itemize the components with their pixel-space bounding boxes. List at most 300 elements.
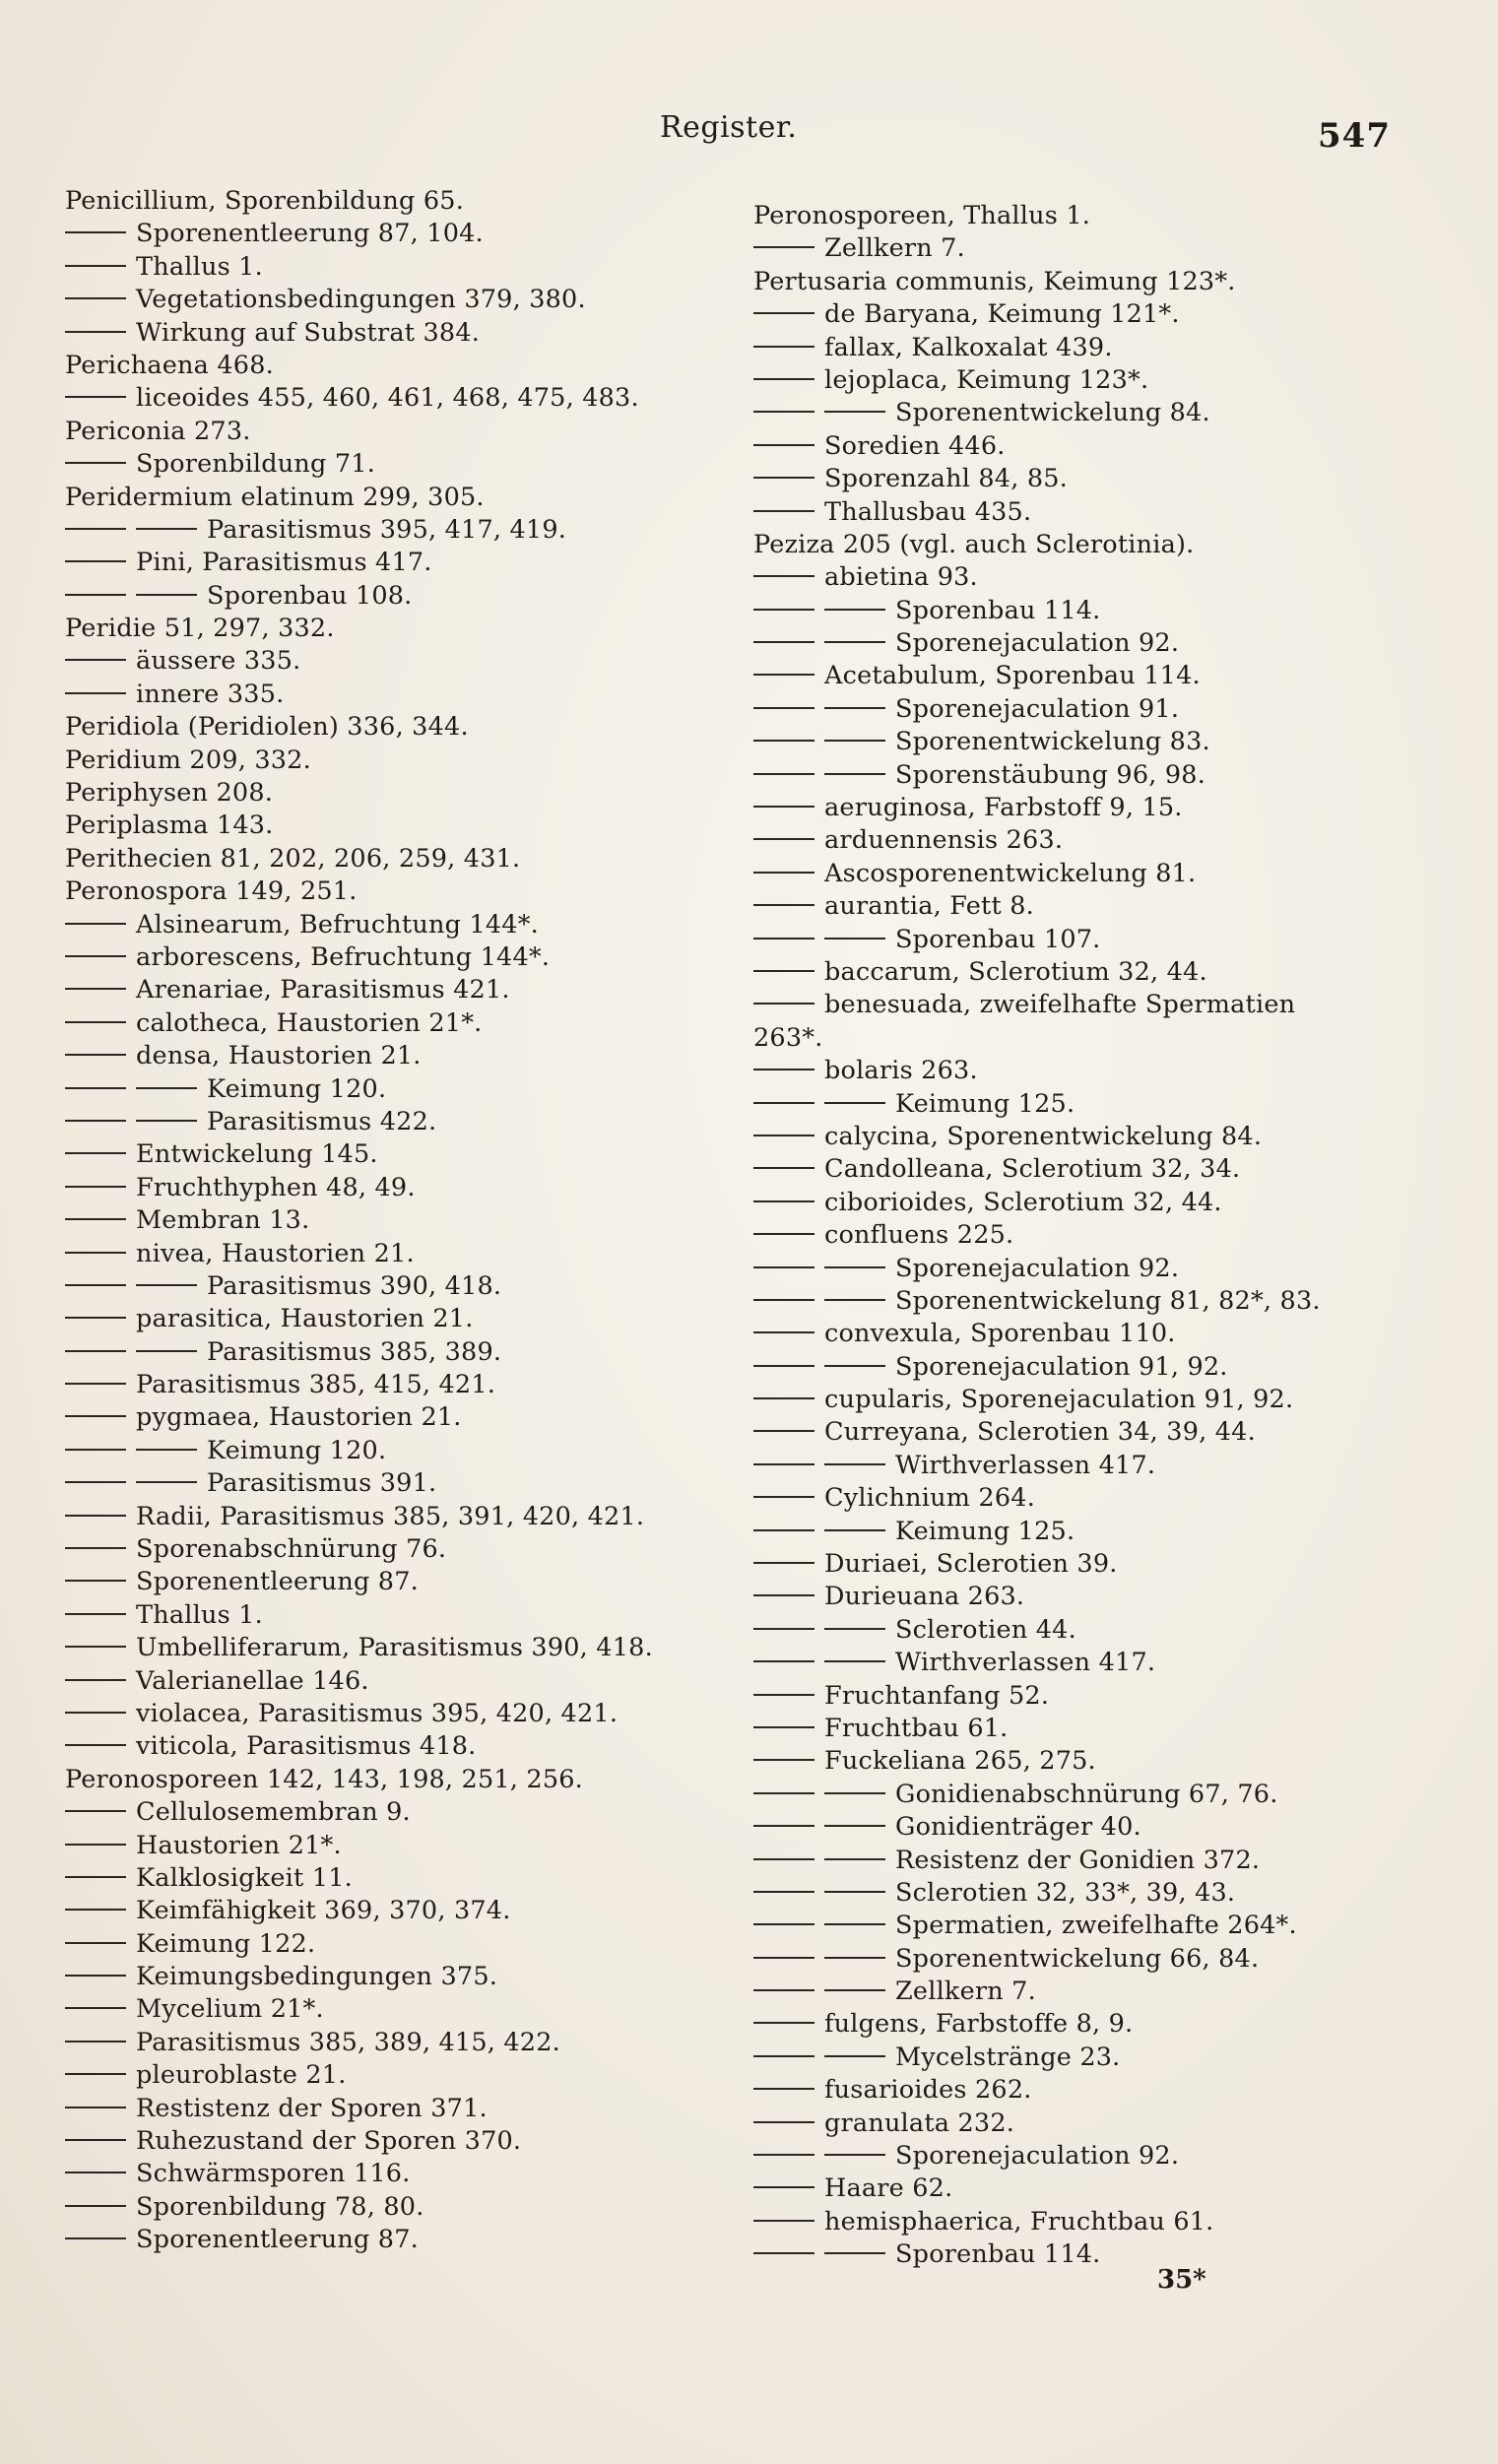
index-entry (65, 1599, 754, 1632)
index-entry (65, 448, 754, 481)
index-entry (65, 2158, 754, 2190)
index-entry-text: calycina, Sporenentwickelung 84. (824, 1121, 1263, 1151)
ditto-dash (753, 1694, 814, 1696)
ditto-dash (65, 1810, 126, 1812)
index-entry-text: Kalklosigkeit 11. (136, 1862, 353, 1893)
index-entry (753, 1581, 1472, 1613)
index-entry (65, 1007, 754, 1040)
index-entry-text: Fuckeliana 265, 275. (824, 1746, 1096, 1777)
ditto-dash (824, 2154, 885, 2156)
index-entry-text: Pini, Parasitismus 417. (136, 548, 432, 578)
index-entry-text: Peridermium elatinum 299, 305. (65, 482, 485, 512)
index-entry-text: Parasitismus 395, 417, 419. (207, 514, 567, 545)
ditto-dash (753, 2088, 814, 2090)
index-entry-text: Sporenbau 114. (895, 2239, 1101, 2270)
ditto-dash (65, 2205, 126, 2207)
ditto-dash (824, 707, 885, 709)
index-entry (753, 759, 1472, 792)
index-entry-text: baccarum, Sclerotium 32, 44. (824, 956, 1207, 987)
index-entry (753, 1088, 1472, 1121)
index-entry-text: Sporenabschnürung 76. (136, 1534, 447, 1565)
index-entry-text: Mycelium 21*. (136, 1994, 324, 2025)
ditto-dash (65, 1744, 126, 1746)
ditto-dash (753, 707, 814, 709)
index-entry (753, 1548, 1472, 1581)
index-entry (753, 595, 1472, 627)
index-entry-text: abietina 93. (824, 562, 978, 593)
index-entry-text: Parasitismus 385, 389. (207, 1336, 502, 1367)
index-entry (65, 1204, 754, 1237)
ditto-dash (65, 1481, 126, 1483)
ditto-dash (753, 2055, 814, 2057)
index-entry (65, 974, 754, 1006)
ditto-dash (65, 1547, 126, 1549)
ditto-dash (136, 1120, 197, 1122)
index-entry (753, 1614, 1472, 1647)
ditto-dash (753, 246, 814, 248)
ditto-dash (753, 641, 814, 643)
ditto-dash (65, 1449, 126, 1451)
index-entry-text: Sporenejaculation 92. (895, 1253, 1180, 1283)
index-entry-text: cupularis, Sporenejaculation 91, 92. (824, 1385, 1294, 1415)
index-entry-text: Keimung 125. (895, 1516, 1075, 1546)
ditto-dash (136, 1087, 197, 1089)
index-entry-text: ciborioides, Sclerotium 32, 44. (824, 1187, 1222, 1217)
index-entry-text: Sporenbau 107. (895, 924, 1101, 954)
ditto-dash (753, 1266, 814, 1268)
index-entry-text: aeruginosa, Farbstoff 9, 15. (824, 793, 1183, 823)
index-entry (753, 364, 1472, 397)
ditto-dash (753, 2186, 814, 2188)
index-entry-text: Curreyana, Sclerotien 34, 39, 44. (824, 1417, 1256, 1448)
index-entry (753, 1285, 1472, 1318)
ditto-dash (753, 1858, 814, 1860)
ditto-dash (65, 297, 126, 299)
index-entry (753, 924, 1472, 956)
index-entry-text: Sclerotien 32, 33*, 39, 43. (895, 1877, 1236, 1908)
index-entry (753, 1384, 1472, 1416)
ditto-dash (753, 1102, 814, 1104)
index-entry (753, 266, 1472, 298)
ditto-dash (65, 528, 126, 530)
index-entry-text: Periconia 273. (65, 416, 251, 446)
ditto-dash (753, 773, 814, 775)
ditto-dash (136, 1350, 197, 1352)
ditto-dash (65, 923, 126, 925)
ditto-dash (753, 1299, 814, 1301)
index-entry (753, 2140, 1472, 2172)
ditto-dash (753, 477, 814, 479)
index-entry-text: Haare 62. (824, 2173, 953, 2204)
ditto-dash (753, 1233, 814, 1235)
index-entry (65, 1501, 754, 1533)
ditto-dash (824, 938, 885, 940)
index-entry-text: Restistenz der Sporen 371. (136, 2093, 488, 2123)
index-entry-text: Gonidienabschnürung 67, 76. (895, 1779, 1278, 1809)
ditto-dash (824, 609, 885, 611)
index-entry-text: Duriaei, Sclerotien 39. (824, 1549, 1118, 1580)
index-entry (65, 711, 754, 744)
ditto-dash (753, 1200, 814, 1202)
index-entry-text: de Baryana, Keimung 121*. (824, 299, 1180, 330)
index-entry (65, 1665, 754, 1698)
ditto-dash (824, 1660, 885, 1662)
index-entry (753, 627, 1472, 660)
index-entry (753, 1022, 1472, 1055)
index-entry-text: Peridiola (Peridiolen) 336, 344. (65, 712, 469, 743)
ditto-dash (65, 1120, 126, 1122)
index-entry (753, 1745, 1472, 1778)
index-entry-text: Parasitismus 390, 418. (207, 1270, 502, 1301)
index-column-right (753, 200, 1472, 2272)
index-entry-text: Sclerotien 44. (895, 1614, 1076, 1645)
index-entry-text: Sporenentwickelung 81, 82*, 83. (895, 1285, 1321, 1316)
index-entry (65, 1961, 754, 1993)
ditto-dash (753, 1562, 814, 1564)
index-entry (65, 1764, 754, 1796)
index-entry-text: Arenariae, Parasitismus 421. (136, 975, 510, 1005)
index-entry-text: Schwärmsporen 116. (136, 2159, 411, 2189)
ditto-dash (824, 1102, 885, 1104)
ditto-dash (753, 806, 814, 808)
index-entry (753, 1516, 1472, 1548)
index-entry (753, 1187, 1472, 1219)
index-entry-text: Sporenentleerung 87. (136, 2225, 419, 2255)
ditto-dash (753, 1759, 814, 1761)
ditto-dash (65, 1515, 126, 1517)
ditto-dash (753, 1989, 814, 1991)
index-entry-text: densa, Haustorien 21. (136, 1041, 422, 1071)
index-entry-text: Keimung 120. (207, 1073, 387, 1104)
index-entry (753, 1351, 1472, 1384)
ditto-dash (753, 674, 814, 676)
ditto-dash (65, 396, 126, 398)
ditto-dash (753, 1496, 814, 1498)
index-entry (65, 2191, 754, 2224)
index-entry (753, 792, 1472, 824)
index-entry (65, 482, 754, 514)
index-entry-text: Soredien 446. (824, 430, 1006, 461)
index-entry-text: Parasitismus 385, 415, 421. (136, 1370, 496, 1400)
index-entry (753, 2238, 1472, 2271)
ditto-dash (824, 1529, 885, 1531)
index-entry-text: convexula, Sporenbau 110. (824, 1319, 1176, 1349)
index-entry-text: Keimungsbedingungen 375. (136, 1962, 498, 1992)
index-entry (753, 1450, 1472, 1482)
ditto-dash (824, 1365, 885, 1367)
index-entry-text: Entwickelung 145. (136, 1139, 378, 1170)
index-entry-text: parasitica, Haustorien 21. (136, 1304, 474, 1334)
index-entry-text: Gonidienträger 40. (895, 1812, 1141, 1843)
index-entry-text: Keimung 125. (895, 1088, 1075, 1119)
index-entry-text: Fruchthyphen 48, 49. (136, 1172, 416, 1202)
ditto-dash (753, 1923, 814, 1925)
ditto-dash (824, 641, 885, 643)
index-entry (753, 561, 1472, 594)
index-entry (753, 1976, 1472, 2008)
index-entry-text: Fruchtbau 61. (824, 1713, 1009, 1743)
ditto-dash (65, 2107, 126, 2108)
index-entry-text: Radii, Parasitismus 385, 391, 420, 421. (136, 1501, 645, 1531)
ditto-dash (753, 1397, 814, 1399)
index-entry (753, 1153, 1472, 1186)
index-entry (753, 200, 1472, 232)
ditto-dash (65, 1021, 126, 1023)
index-entry (753, 2172, 1472, 2205)
ditto-dash (753, 1792, 814, 1794)
index-entry-text: hemisphaerica, Fruchtbau 61. (824, 2206, 1214, 2237)
ditto-dash (824, 1858, 885, 1860)
ditto-dash (65, 1415, 126, 1417)
index-entry (65, 382, 754, 415)
ditto-dash (65, 1383, 126, 1385)
index-entry (65, 1238, 754, 1270)
ditto-dash (753, 378, 814, 380)
ditto-dash (753, 1529, 814, 1531)
ditto-dash (65, 2237, 126, 2239)
ditto-dash (753, 411, 814, 413)
ditto-dash (753, 904, 814, 906)
index-entry (753, 1318, 1472, 1350)
ditto-dash (824, 1628, 885, 1630)
index-entry (753, 298, 1472, 331)
index-entry-text: Wirkung auf Substrat 384. (136, 317, 481, 348)
index-entry-text: Zellkern 7. (824, 233, 965, 264)
index-entry (753, 2206, 1472, 2238)
ditto-dash (753, 1430, 814, 1432)
index-entry-text: Peridie 51, 297, 332. (65, 614, 335, 644)
index-entry-text: Sporenentleerung 87. (136, 1567, 419, 1597)
index-entry-text: calotheca, Haustorien 21*. (136, 1007, 483, 1038)
index-entry (65, 2059, 754, 2092)
index-entry (753, 1416, 1472, 1449)
index-entry-text: lejoplaca, Keimung 123*. (824, 364, 1149, 395)
index-entry (65, 745, 754, 777)
index-entry-text: Perichaena 468. (65, 350, 274, 380)
ditto-dash (824, 2055, 885, 2057)
index-entry (65, 1862, 754, 1895)
index-entry (65, 1040, 754, 1072)
index-entry (65, 284, 754, 316)
index-entry (65, 875, 754, 908)
index-entry-text: Haustorien 21*. (136, 1830, 342, 1860)
ditto-dash (65, 988, 126, 990)
index-entry-text: Pertusaria communis, Keimung 123*. (753, 266, 1236, 296)
index-entry (753, 1910, 1472, 1942)
ditto-dash (753, 1463, 814, 1465)
index-entry-text: Sporenbildung 78, 80. (136, 2191, 424, 2222)
index-entry-text: Sporenzahl 84, 85. (824, 464, 1068, 494)
index-entry-text: pygmaea, Haustorien 21. (136, 1402, 462, 1433)
ditto-dash (65, 1679, 126, 1681)
index-entry (753, 332, 1472, 364)
ditto-dash (824, 1299, 885, 1301)
ditto-dash (753, 312, 814, 314)
index-entry (65, 941, 754, 974)
index-entry-text: bolaris 263. (824, 1056, 978, 1086)
ditto-dash (65, 2041, 126, 2043)
index-entry-text: Ascosporenentwickelung 81. (824, 858, 1197, 888)
index-entry-text: Resistenz der Gonidien 372. (895, 1845, 1261, 1875)
index-entry-text: granulata 232. (824, 2107, 1015, 2138)
index-entry-text: Valerianellae 146. (136, 1665, 369, 1696)
ditto-dash (65, 955, 126, 957)
ditto-dash (753, 1957, 814, 1959)
index-entry (753, 1877, 1472, 1910)
index-entry-text: Penicillium, Sporenbildung 65. (65, 186, 465, 216)
index-entry (753, 1713, 1472, 1745)
ditto-dash (65, 692, 126, 694)
ditto-dash (65, 1975, 126, 1977)
ditto-dash (65, 594, 126, 596)
ditto-dash (824, 2252, 885, 2254)
ditto-dash (753, 1069, 814, 1070)
index-entry-text: Parasitismus 422. (207, 1106, 437, 1136)
index-entry-text: Ruhezustand der Sporen 370. (136, 2126, 522, 2157)
index-entry-text: Membran 13. (136, 1205, 310, 1236)
ditto-dash (824, 1266, 885, 1268)
index-entry (753, 1121, 1472, 1153)
ditto-dash (65, 1580, 126, 1582)
index-entry (65, 2027, 754, 2059)
ditto-dash (65, 659, 126, 661)
ditto-dash (65, 331, 126, 333)
index-entry-text: Parasitismus 391. (207, 1468, 437, 1499)
index-entry-text: Keimung 122. (136, 1928, 316, 1959)
ditto-dash (753, 1365, 814, 1367)
index-entry-text: Sporenbau 114. (895, 595, 1101, 625)
index-entry (753, 1943, 1472, 1976)
ditto-dash (65, 462, 126, 464)
index-entry (65, 843, 754, 875)
index-entry (753, 1779, 1472, 1811)
index-entry-text: Sporenbau 108. (207, 580, 413, 611)
ditto-dash (824, 773, 885, 775)
ditto-dash (753, 1594, 814, 1596)
ditto-dash (753, 510, 814, 512)
index-entry-text: äussere 335. (136, 646, 301, 677)
index-entry (65, 350, 754, 382)
index-entry (753, 2042, 1472, 2074)
ditto-dash (753, 2154, 814, 2156)
index-entry-text: Zellkern 7. (895, 1977, 1036, 2007)
ditto-dash (753, 938, 814, 940)
ditto-dash (824, 1792, 885, 1794)
index-entry (65, 547, 754, 579)
index-entry (65, 1073, 754, 1106)
index-entry (65, 1138, 754, 1171)
index-entry (65, 2093, 754, 2125)
index-entry (65, 251, 754, 284)
index-entry-text: Spermatien, zweifelhafte 264*. (895, 1911, 1297, 1941)
index-entry-text: Parasitismus 385, 389, 415, 422. (136, 2027, 560, 2057)
index-entry-text: Thallusbau 435. (824, 496, 1032, 527)
index-entry (65, 1369, 754, 1401)
ditto-dash (65, 1252, 126, 1254)
index-entry-text: fusarioides 262. (824, 2075, 1032, 2106)
index-entry-text: Periplasma 143. (65, 811, 274, 841)
index-entry (65, 645, 754, 678)
ditto-dash (824, 1989, 885, 1991)
ditto-dash (65, 1350, 126, 1352)
index-entry-text: Peronosporeen 142, 143, 198, 251, 256. (65, 1764, 583, 1794)
signature-mark: 35* (1157, 2265, 1206, 2295)
index-entry (65, 416, 754, 448)
index-entry-text: Wirthverlassen 417. (895, 1450, 1156, 1480)
index-entry (753, 858, 1472, 890)
ditto-dash (753, 838, 814, 840)
ditto-dash (65, 2007, 126, 2009)
index-entry (65, 1566, 754, 1598)
ditto-dash (136, 528, 197, 530)
index-entry (65, 1401, 754, 1434)
index-entry (65, 218, 754, 250)
index-entry (753, 232, 1472, 265)
index-entry-text: Thallus 1. (136, 251, 263, 282)
ditto-dash (753, 1825, 814, 1827)
index-entry (753, 2074, 1472, 2107)
index-entry-text: Sporenentwickelung 83. (895, 727, 1210, 757)
ditto-dash (824, 1825, 885, 1827)
page-number: 547 (1318, 116, 1391, 156)
index-entry-text: Umbelliferarum, Parasitismus 390, 418. (136, 1633, 653, 1663)
index-entry (65, 1533, 754, 1566)
index-entry (65, 1698, 754, 1730)
index-entry (65, 2125, 754, 2158)
index-entry (753, 890, 1472, 923)
index-entry (753, 1811, 1472, 1844)
index-entry-text: benesuada, zweifelhafte Spermatien (824, 990, 1296, 1020)
ditto-dash (824, 1957, 885, 1959)
index-entry (65, 810, 754, 842)
ditto-dash (136, 1284, 197, 1286)
index-entry (753, 2107, 1472, 2140)
index-entry (753, 1647, 1472, 1679)
ditto-dash (65, 1317, 126, 1319)
index-entry (65, 1632, 754, 1664)
index-entry (65, 1928, 754, 1961)
ditto-dash (753, 1891, 814, 1893)
ditto-dash (65, 1186, 126, 1188)
index-entry-text: Perithecien 81, 202, 206, 259, 431. (65, 843, 521, 874)
index-entry-text: fallax, Kalkoxalat 439. (824, 332, 1113, 362)
index-entry-text: Sporenejaculation 91, 92. (895, 1351, 1228, 1382)
index-entry (65, 185, 754, 218)
ditto-dash (753, 872, 814, 874)
index-entry-text: Cylichnium 264. (824, 1483, 1035, 1514)
ditto-dash (65, 1876, 126, 1878)
ditto-dash (753, 444, 814, 446)
index-entry (753, 956, 1472, 989)
index-entry-text: Keimung 120. (207, 1435, 387, 1465)
ditto-dash (65, 1087, 126, 1089)
ditto-dash (824, 740, 885, 742)
index-entry (65, 909, 754, 941)
ditto-dash (65, 1152, 126, 1154)
index-entry (753, 463, 1472, 495)
index-entry (65, 777, 754, 810)
index-entry (753, 496, 1472, 529)
running-head: Register. (660, 110, 798, 145)
ditto-dash (753, 1628, 814, 1630)
index-entry-text: arduennensis 263. (824, 825, 1064, 856)
index-entry-text: Cellulosemembran 9. (136, 1797, 411, 1828)
ditto-dash (753, 1135, 814, 1136)
index-entry-text: violacea, Parasitismus 395, 420, 421. (136, 1698, 619, 1728)
index-entry (753, 1253, 1472, 1285)
index-entry (65, 1830, 754, 1862)
index-entry (65, 317, 754, 350)
